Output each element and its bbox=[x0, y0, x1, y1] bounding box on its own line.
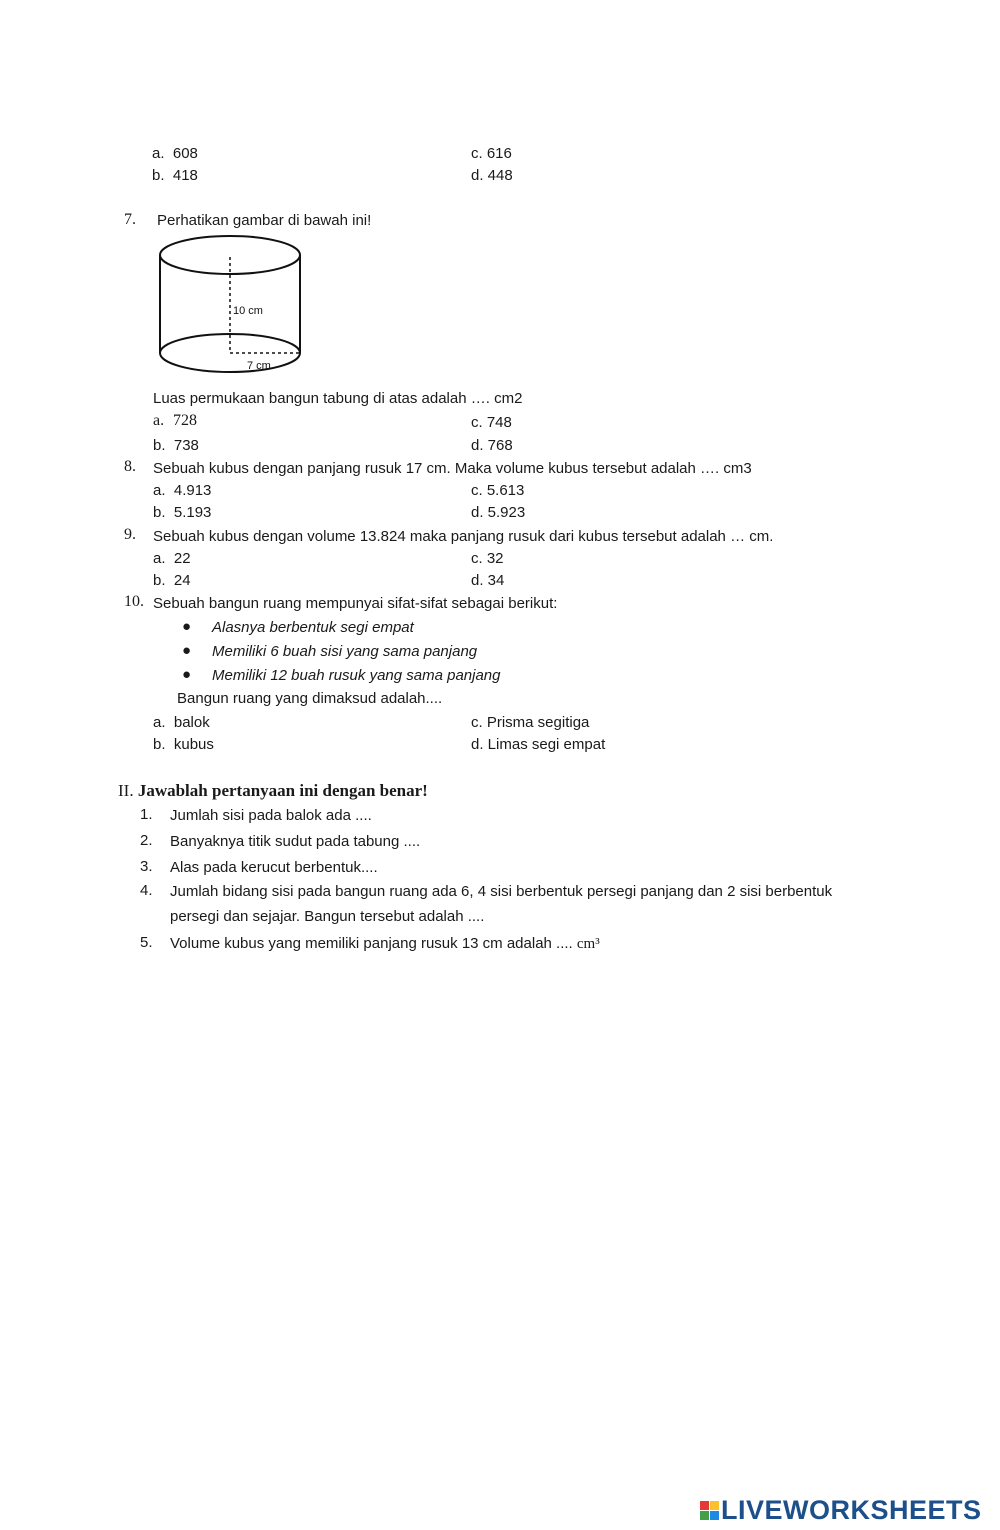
q9-option-a bbox=[153, 549, 191, 569]
option-letter: b. bbox=[153, 736, 166, 753]
q8-option-c: c. 5.613 bbox=[471, 482, 525, 499]
q8-option-a bbox=[153, 481, 211, 501]
section-title: Jawablah pertanyaan ini dengan benar! bbox=[137, 781, 428, 800]
q10-option-b bbox=[153, 735, 214, 755]
liveworksheets-logo bbox=[700, 1494, 982, 1526]
q8-option-b bbox=[153, 503, 211, 523]
cylinder-top-ellipse bbox=[160, 236, 300, 274]
q10-option-d: d. Limas segi empat bbox=[471, 736, 606, 753]
q9-option-d: d. 34 bbox=[471, 572, 505, 589]
option-letter: b. bbox=[153, 504, 166, 521]
q10-number: 10. bbox=[124, 593, 144, 610]
q10-bullet-1: Alasnya berbentuk segi empat bbox=[212, 619, 414, 636]
essay-question-4-line-2: persegi dan sejajar. Bangun tersebut adalah .... bbox=[170, 908, 485, 925]
essay-question-3: Alas pada kerucut berbentuk.... bbox=[170, 859, 378, 876]
option-value: 608 bbox=[172, 145, 198, 162]
q10-question: Sebuah bangun ruang mempunyai sifat-sifat sebagai berikut: bbox=[153, 595, 558, 612]
unit-label: cm³ bbox=[576, 936, 600, 952]
option-value: kubus bbox=[173, 736, 214, 753]
option-letter: a. bbox=[153, 550, 166, 567]
cylinder-figure bbox=[155, 232, 307, 378]
essay-question-5-text: Volume kubus yang memiliki panjang rusuk 13 cm adalah .... bbox=[170, 935, 573, 952]
q8-option-d: d. 5.923 bbox=[471, 504, 526, 521]
essay-number: 4. bbox=[140, 882, 153, 899]
bullet-icon: ● bbox=[182, 642, 192, 659]
section-2-heading bbox=[118, 781, 428, 801]
q10-bullet-3: Memiliki 12 buah rusuk yang sama panjang bbox=[212, 667, 501, 684]
q10-option-a bbox=[153, 713, 210, 733]
option-value: 4.913 bbox=[173, 482, 212, 499]
essay-number: 2. bbox=[140, 832, 153, 849]
option-value: 738 bbox=[173, 437, 199, 454]
q9-option-c: c. 32 bbox=[471, 550, 504, 567]
option-letter: a. bbox=[152, 145, 165, 162]
logo-mark-icon bbox=[700, 1501, 719, 1520]
option-letter: a. bbox=[153, 482, 166, 499]
essay-question-1: Jumlah sisi pada balok ada .... bbox=[170, 807, 372, 824]
q8-number: 8. bbox=[124, 458, 136, 475]
section-numeral: II. bbox=[118, 781, 134, 800]
essay-question-4: Jumlah bidang sisi pada bangun ruang ada 6, 4 sisi berbentuk persegi panjang dan 2 sisi berbentuk bbox=[170, 883, 833, 900]
bullet-icon: ● bbox=[182, 618, 192, 635]
essay-number: 5. bbox=[140, 934, 153, 951]
essay-number: 3. bbox=[140, 858, 153, 875]
option-value: 418 bbox=[172, 167, 198, 184]
q7-prompt: Perhatikan gambar di bawah ini! bbox=[157, 212, 372, 229]
q7-option-d: d. 768 bbox=[471, 437, 513, 454]
option-letter: b. bbox=[152, 167, 165, 184]
q9-question: Sebuah kubus dengan volume 13.824 maka panjang rusuk dari kubus tersebut adalah … cm. bbox=[153, 528, 774, 545]
q7-question: Luas permukaan bangun tabung di atas adalah …. cm2 bbox=[153, 390, 523, 407]
q6-option-b bbox=[152, 166, 198, 186]
q7-number: 7. bbox=[124, 211, 136, 228]
radius-label: 7 cm bbox=[247, 360, 271, 372]
option-value: 24 bbox=[173, 572, 191, 589]
option-letter: a. bbox=[153, 412, 165, 429]
essay-question-2: Banyaknya titik sudut pada tabung .... bbox=[170, 833, 421, 850]
q7-option-b bbox=[153, 436, 199, 456]
q9-number: 9. bbox=[124, 526, 136, 543]
essay-number: 1. bbox=[140, 806, 153, 823]
q6-option-c: c. 616 bbox=[471, 145, 512, 162]
option-value: balok bbox=[173, 714, 210, 731]
option-letter: b. bbox=[153, 437, 166, 454]
q10-followup: Bangun ruang yang dimaksud adalah.... bbox=[177, 690, 443, 707]
q6-option-d: d. 448 bbox=[471, 167, 513, 184]
q10-bullet-2: Memiliki 6 buah sisi yang sama panjang bbox=[212, 643, 478, 660]
q8-question: Sebuah kubus dengan panjang rusuk 17 cm. Maka volume kubus tersebut adalah …. cm3 bbox=[153, 460, 752, 477]
option-letter: b. bbox=[153, 572, 166, 589]
bullet-icon: ● bbox=[182, 666, 192, 683]
q7-option-a bbox=[153, 412, 197, 430]
q7-option-c: c. 748 bbox=[471, 414, 512, 431]
option-letter: a. bbox=[153, 714, 166, 731]
option-value: 5.193 bbox=[173, 504, 212, 521]
q6-option-a bbox=[152, 144, 198, 164]
option-value: 728 bbox=[173, 412, 197, 429]
logo-wordmark: LIVEWORKSHEETS bbox=[721, 1494, 982, 1525]
option-value: 22 bbox=[173, 550, 191, 567]
essay-question-5 bbox=[170, 934, 600, 954]
q10-option-c: c. Prisma segitiga bbox=[471, 714, 590, 731]
q9-option-b bbox=[153, 571, 191, 591]
height-label: 10 cm bbox=[233, 305, 263, 317]
